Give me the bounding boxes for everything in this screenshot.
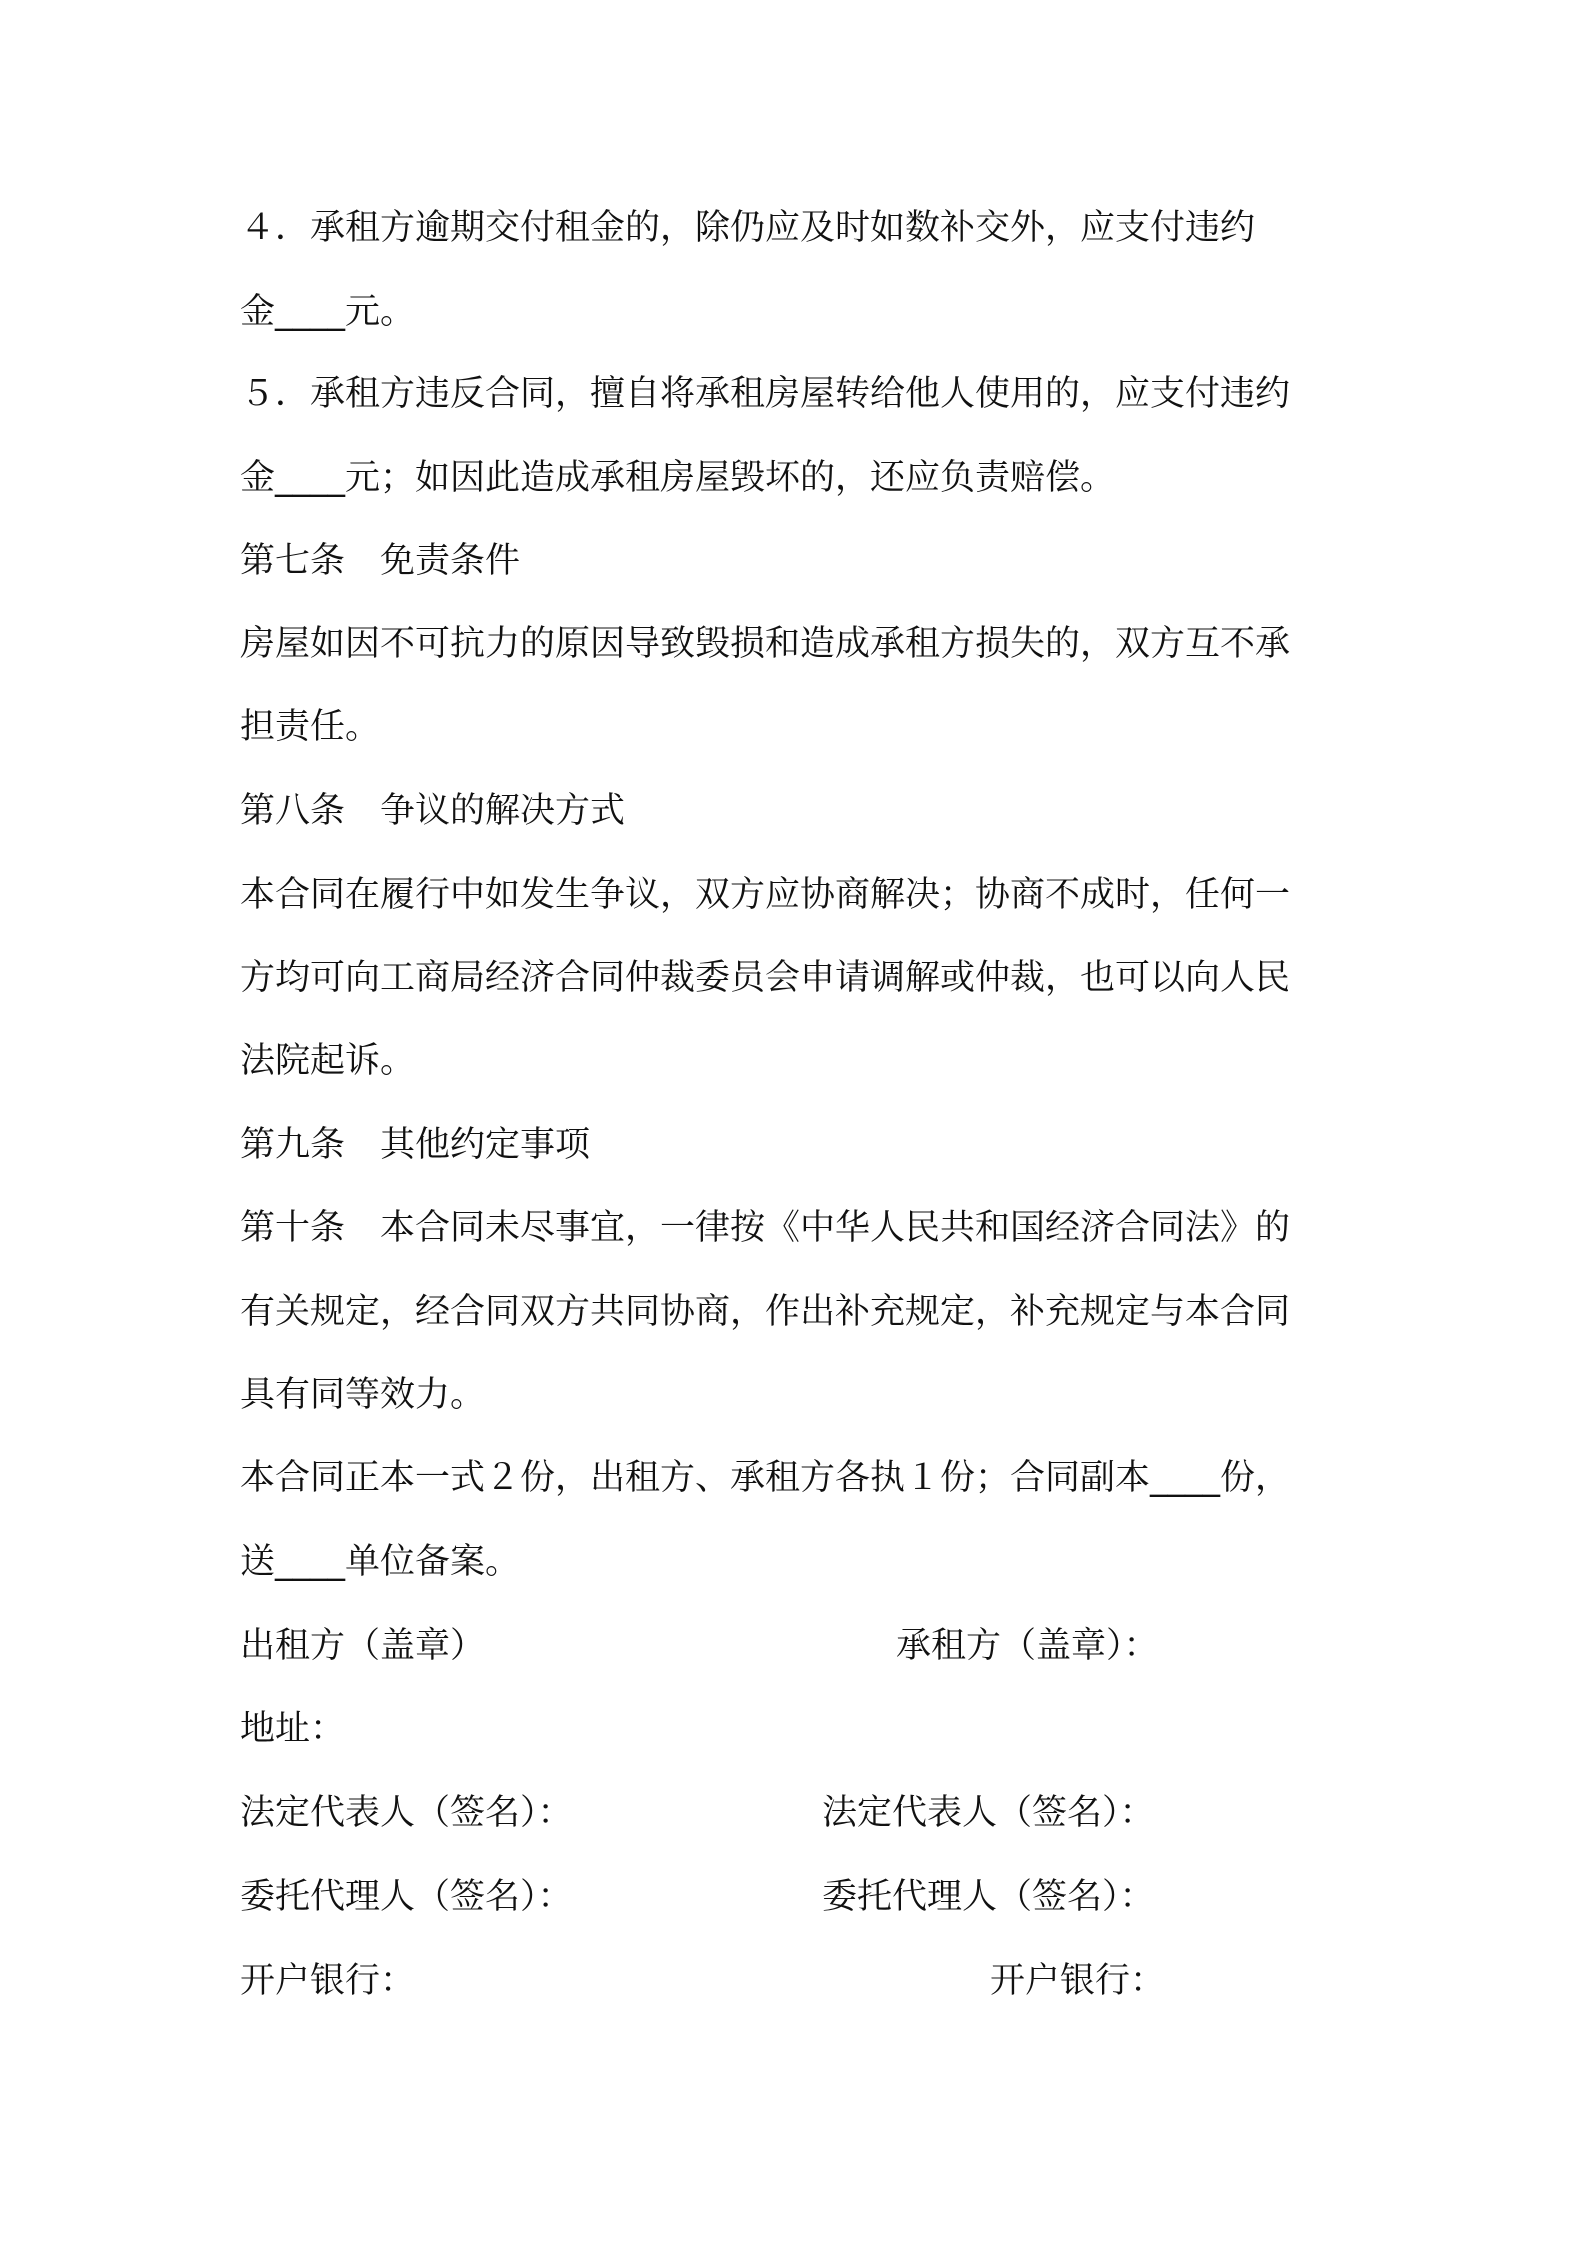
lessee-rep-label: 法定代表人（签名）： <box>822 1793 1155 1833</box>
address-label: 地址： <box>240 1709 346 1749</box>
article-8-line-2: 方均可向工商局经济合同仲裁委员会申请调解或仲裁，也可以向人民 <box>240 958 1291 998</box>
article-7-heading: 第七条 免责条件 <box>240 541 521 581</box>
article-7-line-2: 担责任。 <box>240 707 381 747</box>
clause-4-line-2: 金____元。 <box>240 292 416 332</box>
lessee-bank-label: 开户银行： <box>990 1961 1166 2001</box>
article-10-line-1: 第十条 本合同未尽事宜，一律按《中华人民共和国经济合同法》的 <box>240 1208 1291 1248</box>
lessor-rep-label: 法定代表人（签名）： <box>240 1793 573 1833</box>
clause-5-line-2: 金____元；如因此造成承租房屋毁坏的，还应负责赔偿。 <box>240 458 1116 498</box>
lessee-seal-label: 承租方（盖章）： <box>896 1626 1159 1666</box>
copies-line-1: 本合同正本一式２份，出租方、承租方各执１份；合同副本____份， <box>240 1458 1291 1498</box>
article-9-heading: 第九条 其他约定事项 <box>240 1125 591 1165</box>
lessor-bank-label: 开户银行： <box>240 1961 416 2001</box>
lessee-agent-label: 委托代理人（签名）： <box>822 1877 1155 1917</box>
clause-4-line-1: ４．承租方逾期交付租金的，除仍应及时如数补交外，应支付违约 <box>240 208 1256 248</box>
article-10-line-3: 具有同等效力。 <box>240 1375 486 1415</box>
article-7-line-1: 房屋如因不可抗力的原因导致毁损和造成承租方损失的，双方互不承 <box>240 624 1291 664</box>
article-8-line-1: 本合同在履行中如发生争议，双方应协商解决；协商不成时，任何一 <box>240 875 1291 915</box>
article-8-line-3: 法院起诉。 <box>240 1041 416 1081</box>
clause-5-line-1: ５．承租方违反合同，擅自将承租房屋转给他人使用的，应支付违约 <box>240 374 1291 414</box>
article-10-line-2: 有关规定，经合同双方共同协商，作出补充规定，补充规定与本合同 <box>240 1292 1291 1332</box>
copies-line-2: 送____单位备案。 <box>240 1542 521 1582</box>
article-8-heading: 第八条 争议的解决方式 <box>240 791 626 831</box>
lessor-agent-label: 委托代理人（签名）： <box>240 1877 573 1917</box>
lessor-seal-label: 出租方（盖章） <box>240 1626 486 1666</box>
